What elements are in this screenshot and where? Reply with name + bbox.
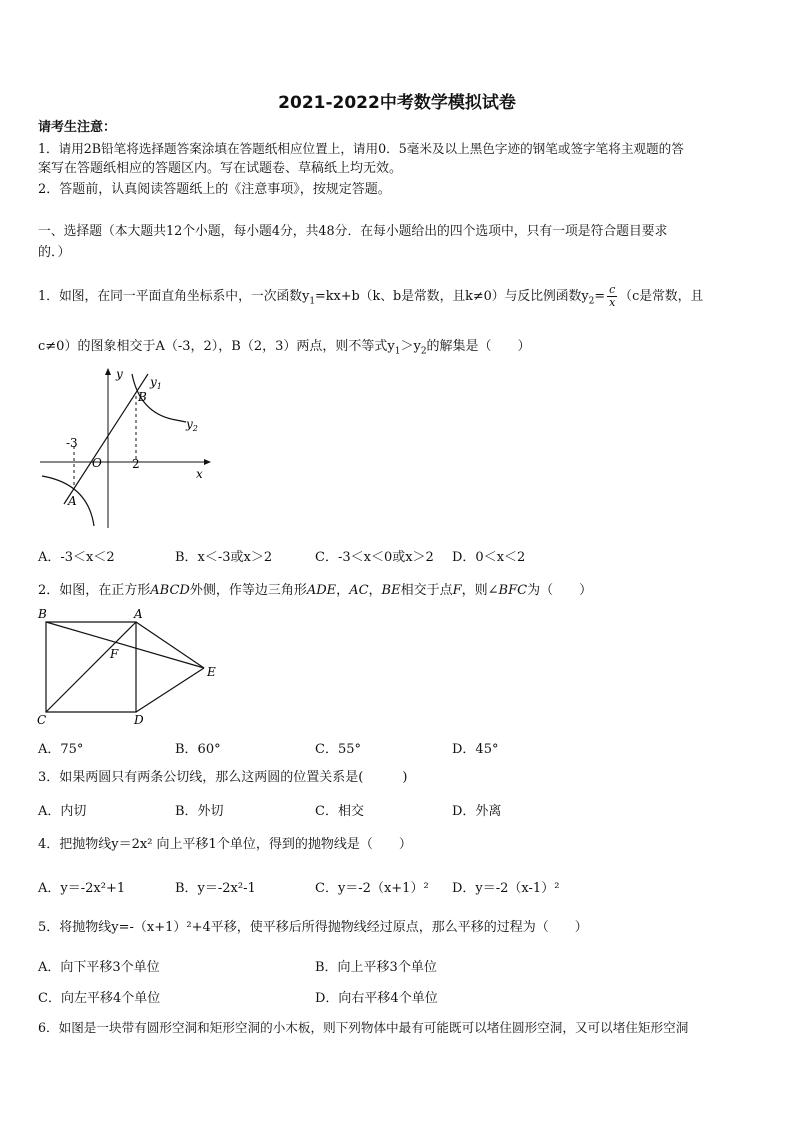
q4-option-c: C．y＝-2（x+1）² <box>315 881 429 896</box>
q2-option-d: D．45° <box>452 742 499 757</box>
q2-option-c: C．55° <box>315 742 361 757</box>
q5-option-a: A．向下平移3个单位 <box>38 960 160 975</box>
q1-label-y1: $y_1$ <box>150 375 162 391</box>
q1-text-d: （c是常数，且 <box>619 289 704 304</box>
q1-label-o: O <box>92 456 102 470</box>
q1-text-c: = <box>594 289 606 304</box>
q3-option-a: A．内切 <box>38 804 87 819</box>
q2-line-de <box>136 668 204 712</box>
q2-label-d: D <box>134 713 144 727</box>
q1-line2-c: 的解集是（ ） <box>426 339 531 354</box>
q1-frac-num: c <box>607 284 617 297</box>
q3-stem: 3．如果两圆只有两条公切线，那么这两圆的位置关系是( ) <box>38 770 408 785</box>
q2-stem: 2．如图，在正方形ABCD外侧，作等边三角形ADE，AC，BE相交于点F，则∠BFC为（ ） <box>38 583 593 598</box>
q1-line2-sub1: 1 <box>394 346 401 357</box>
q2-line-ae <box>136 622 204 668</box>
q5-option-d: D．向右平移4个单位 <box>315 991 438 1006</box>
q2-label-a: A <box>134 607 143 621</box>
q2-label-e: E <box>207 665 216 679</box>
q1-figure <box>36 364 216 534</box>
q1-label-y2: $y_2$ <box>186 417 198 433</box>
q4-option-b: B．y＝-2x²-1 <box>175 881 256 896</box>
q1-sub-1: 1 <box>309 296 316 307</box>
q1-fraction <box>607 284 617 309</box>
q1-line2-b: ＞y <box>400 339 421 354</box>
q3-option-b: B．外切 <box>175 804 224 819</box>
q4-option-a: A．y＝-2x²+1 <box>38 881 126 896</box>
q1-option-d: D．0＜x＜2 <box>452 550 526 565</box>
notice-line-2: 案写在答题纸相应的答题区内。写在试题卷、草稿纸上均无效。 <box>38 161 403 176</box>
notice-line-1: 1．请用2B铅笔将选择题答案涂填在答题纸相应位置上，请用0．5毫米及以上黑色字迹的钢笔或签字笔将主观题的答 <box>38 141 684 156</box>
notice-heading: 请考生注意： <box>38 120 117 135</box>
q1-label-minus3: -3 <box>66 436 78 450</box>
q2-line-be <box>46 622 204 668</box>
q1-text-b: =kx+b（k、b是常数，且k≠0）与反比例函数y <box>315 289 589 304</box>
section-heading-line-1: 一、选择题（本大题共12个小题，每小题4分，共48分．在每小题给出的四个选项中，只有一项是符合题目要求 <box>38 224 668 239</box>
q2-figure <box>34 606 224 730</box>
q2-option-a: A．75° <box>38 742 84 757</box>
q1-option-a: A．-3＜x＜2 <box>38 550 115 565</box>
q2-label-b: B <box>38 607 47 621</box>
q1-label-b: B <box>138 390 147 404</box>
page-title: 2021-2022中考数学模拟试卷 <box>278 93 516 113</box>
q3-option-c: C．相交 <box>315 804 364 819</box>
q1-option-b: B．x＜-3或x＞2 <box>175 550 273 565</box>
q1-label-y: y <box>116 367 123 381</box>
q4-option-d: D．y＝-2（x-1）² <box>452 881 560 896</box>
q2-option-b: B．60° <box>175 742 221 757</box>
q1-y-arrow <box>105 368 111 375</box>
q1-label-x: x <box>196 467 203 481</box>
q4-stem: 4．把抛物线y＝2x² 向上平移1个单位，得到的抛物线是（ ） <box>38 837 412 852</box>
q1-sub-2: 2 <box>588 296 595 307</box>
q1-line2-a: c≠0）的图象相交于A（-3，2），B（2，3）两点，则不等式y <box>38 339 395 354</box>
q1-text-a: 1．如图，在同一平面直角坐标系中，一次函数y <box>38 289 310 304</box>
q1-x-arrow <box>204 459 211 465</box>
q2-label-c: C <box>37 713 47 727</box>
q1-option-c: C．-3＜x＜0或x＞2 <box>315 550 434 565</box>
notice-line-3: 2．答题前，认真阅读答题纸上的《注意事项》，按规定答题。 <box>38 182 391 197</box>
q5-option-b: B．向上平移3个单位 <box>315 960 437 975</box>
q1-label-2: 2 <box>132 457 140 471</box>
section-heading-line-2: 的．） <box>38 245 71 260</box>
q1-line2-sub2: 2 <box>420 346 427 357</box>
q2-label-f: F <box>110 647 119 661</box>
q5-stem: 5．将抛物线y=-（x+1）²+4平移，使平移后所得抛物线经过原点，那么平移的过程为（ ） <box>38 920 588 935</box>
q1-stem-line-1 <box>38 284 703 312</box>
q6-stem: 6．如图是一块带有圆形空洞和矩形空洞的小木板，则下列物体中最有可能既可以堵住圆形空洞，又可以堵住矩形空洞 <box>38 1020 689 1035</box>
q3-option-d: D．外离 <box>452 804 502 819</box>
q1-frac-den: x <box>609 296 616 309</box>
q1-label-a: A <box>68 494 77 508</box>
q5-option-c: C．向左平移4个单位 <box>38 991 161 1006</box>
q1-stem-line-2 <box>38 337 531 362</box>
